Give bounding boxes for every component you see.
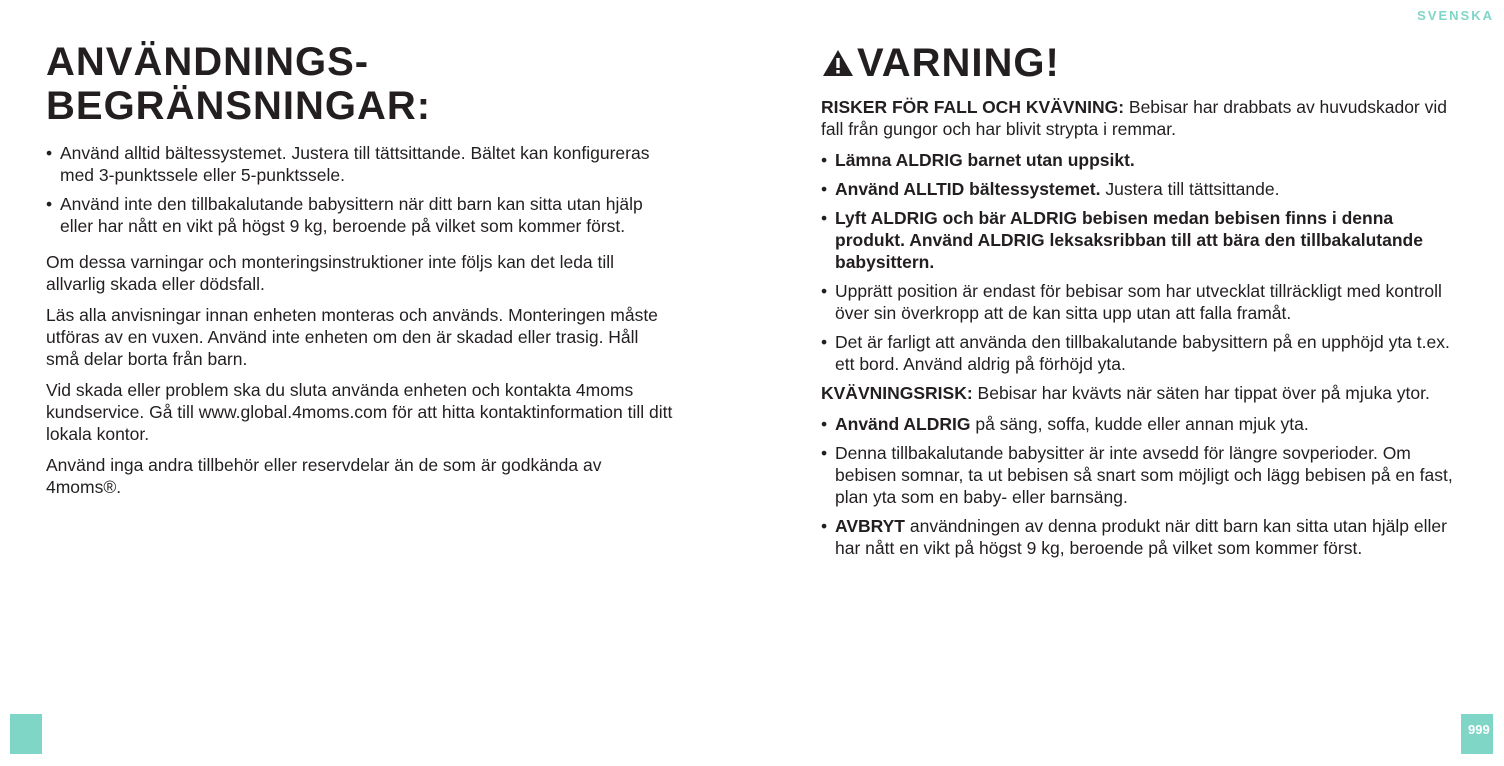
- fall-risk-paragraph: RISKER FÖR FALL OCH KVÄVNING: Bebisar har drabbats av huvudskador vid fall från gungor och har blivit strypta i remmar.: [821, 97, 1447, 139]
- warning-item: • Det är farligt att använda den tillbakalutande babysittern på en upphöjd yta t.ex. ett bord. Använd aldrig på förhöjd yta.: [821, 332, 1450, 374]
- heading-line-1: ANVÄNDNINGS-: [46, 40, 370, 84]
- paragraph: Om dessa varningar och monteringsinstruktioner inte följs kan det leda till allvarlig skada eller dödsfall.: [46, 252, 615, 294]
- suffocation-list: [821, 413, 1461, 559]
- suffocation-label: KVÄVNINGSRISK:: [821, 383, 973, 403]
- warning-item: • AVBRYT användningen av denna produkt när ditt barn kan sitta utan hjälp eller har nått en vikt på högst 9 kg, beroende på vilket som kommer först.: [821, 516, 1447, 558]
- warning-item: • Lyft ALDRIG och bär ALDRIG bebisen medan bebisen finns i denna produkt. Använd ALDRIG leksaksribban till att bära den tillbakalutande babysittern.: [821, 208, 1423, 272]
- warning-title: VARNING!: [857, 41, 1060, 85]
- suffocation-paragraph: KVÄVNINGSRISK: Bebisar har kvävts när säten har tippat över på mjuka ytor.: [821, 383, 1430, 403]
- usage-restrictions-heading: [46, 40, 676, 128]
- warning-item: • Använd ALDRIG på säng, soffa, kudde eller annan mjuk yta.: [821, 414, 1309, 434]
- paragraph: Använd inga andra tillbehör eller reservdelar än de som är godkända av 4moms®.: [46, 455, 602, 497]
- warning-triangle-icon: [821, 48, 855, 78]
- restriction-item: • Använd alltid bältessystemet. Justera till tättsittande. Bältet kan konfigureras med 3-punktssele eller 5-punktssele.: [46, 143, 650, 185]
- warning-item: • Använd ALLTID bältessystemet. Justera till tättsittande.: [821, 179, 1280, 199]
- warning-item: • Denna tillbakalutande babysitter är inte avsedd för längre sovperioder. Om bebisen somnar, ta ut bebisen så snart som möjligt och lägg bebisen på en fast, plan yta som en baby- eller barnsäng.: [821, 443, 1453, 507]
- restrictions-list: [46, 142, 676, 237]
- warning-column: [821, 40, 1461, 566]
- usage-restrictions-column: [46, 40, 676, 507]
- heading-line-2: BEGRÄNSNINGAR:: [46, 84, 432, 128]
- warning-list: [821, 149, 1461, 375]
- paragraph: Vid skada eller problem ska du sluta använda enheten och kontakta 4moms kundservice. Gå till www.global.4moms.com för att hitta kontaktinformation till ditt lokala kontor.: [46, 380, 673, 444]
- page-number: 999: [1468, 722, 1490, 737]
- language-label: SVENSKA: [1417, 8, 1494, 23]
- fall-risk-label: RISKER FÖR FALL OCH KVÄVNING:: [821, 97, 1125, 117]
- restriction-item: • Använd inte den tillbakalutande babysittern när ditt barn kan sitta utan hjälp eller har nått en vikt på högst 9 kg, beroende på vilket som kommer först.: [46, 194, 643, 236]
- left-page-tab: [10, 714, 42, 754]
- paragraph: Läs alla anvisningar innan enheten monteras och används. Monteringen måste utföras av en vuxen. Använd inte enheten om den är skadad eller trasig. Håll små delar borta från barn.: [46, 305, 658, 369]
- warning-heading: [821, 40, 1461, 86]
- warning-item: • Upprätt position är endast för bebisar som har utvecklat tillräckligt med kontroll över sin överkropp att de kan sitta upp utan att falla framåt.: [821, 281, 1442, 323]
- warning-item: • Lämna ALDRIG barnet utan uppsikt.: [821, 150, 1135, 170]
